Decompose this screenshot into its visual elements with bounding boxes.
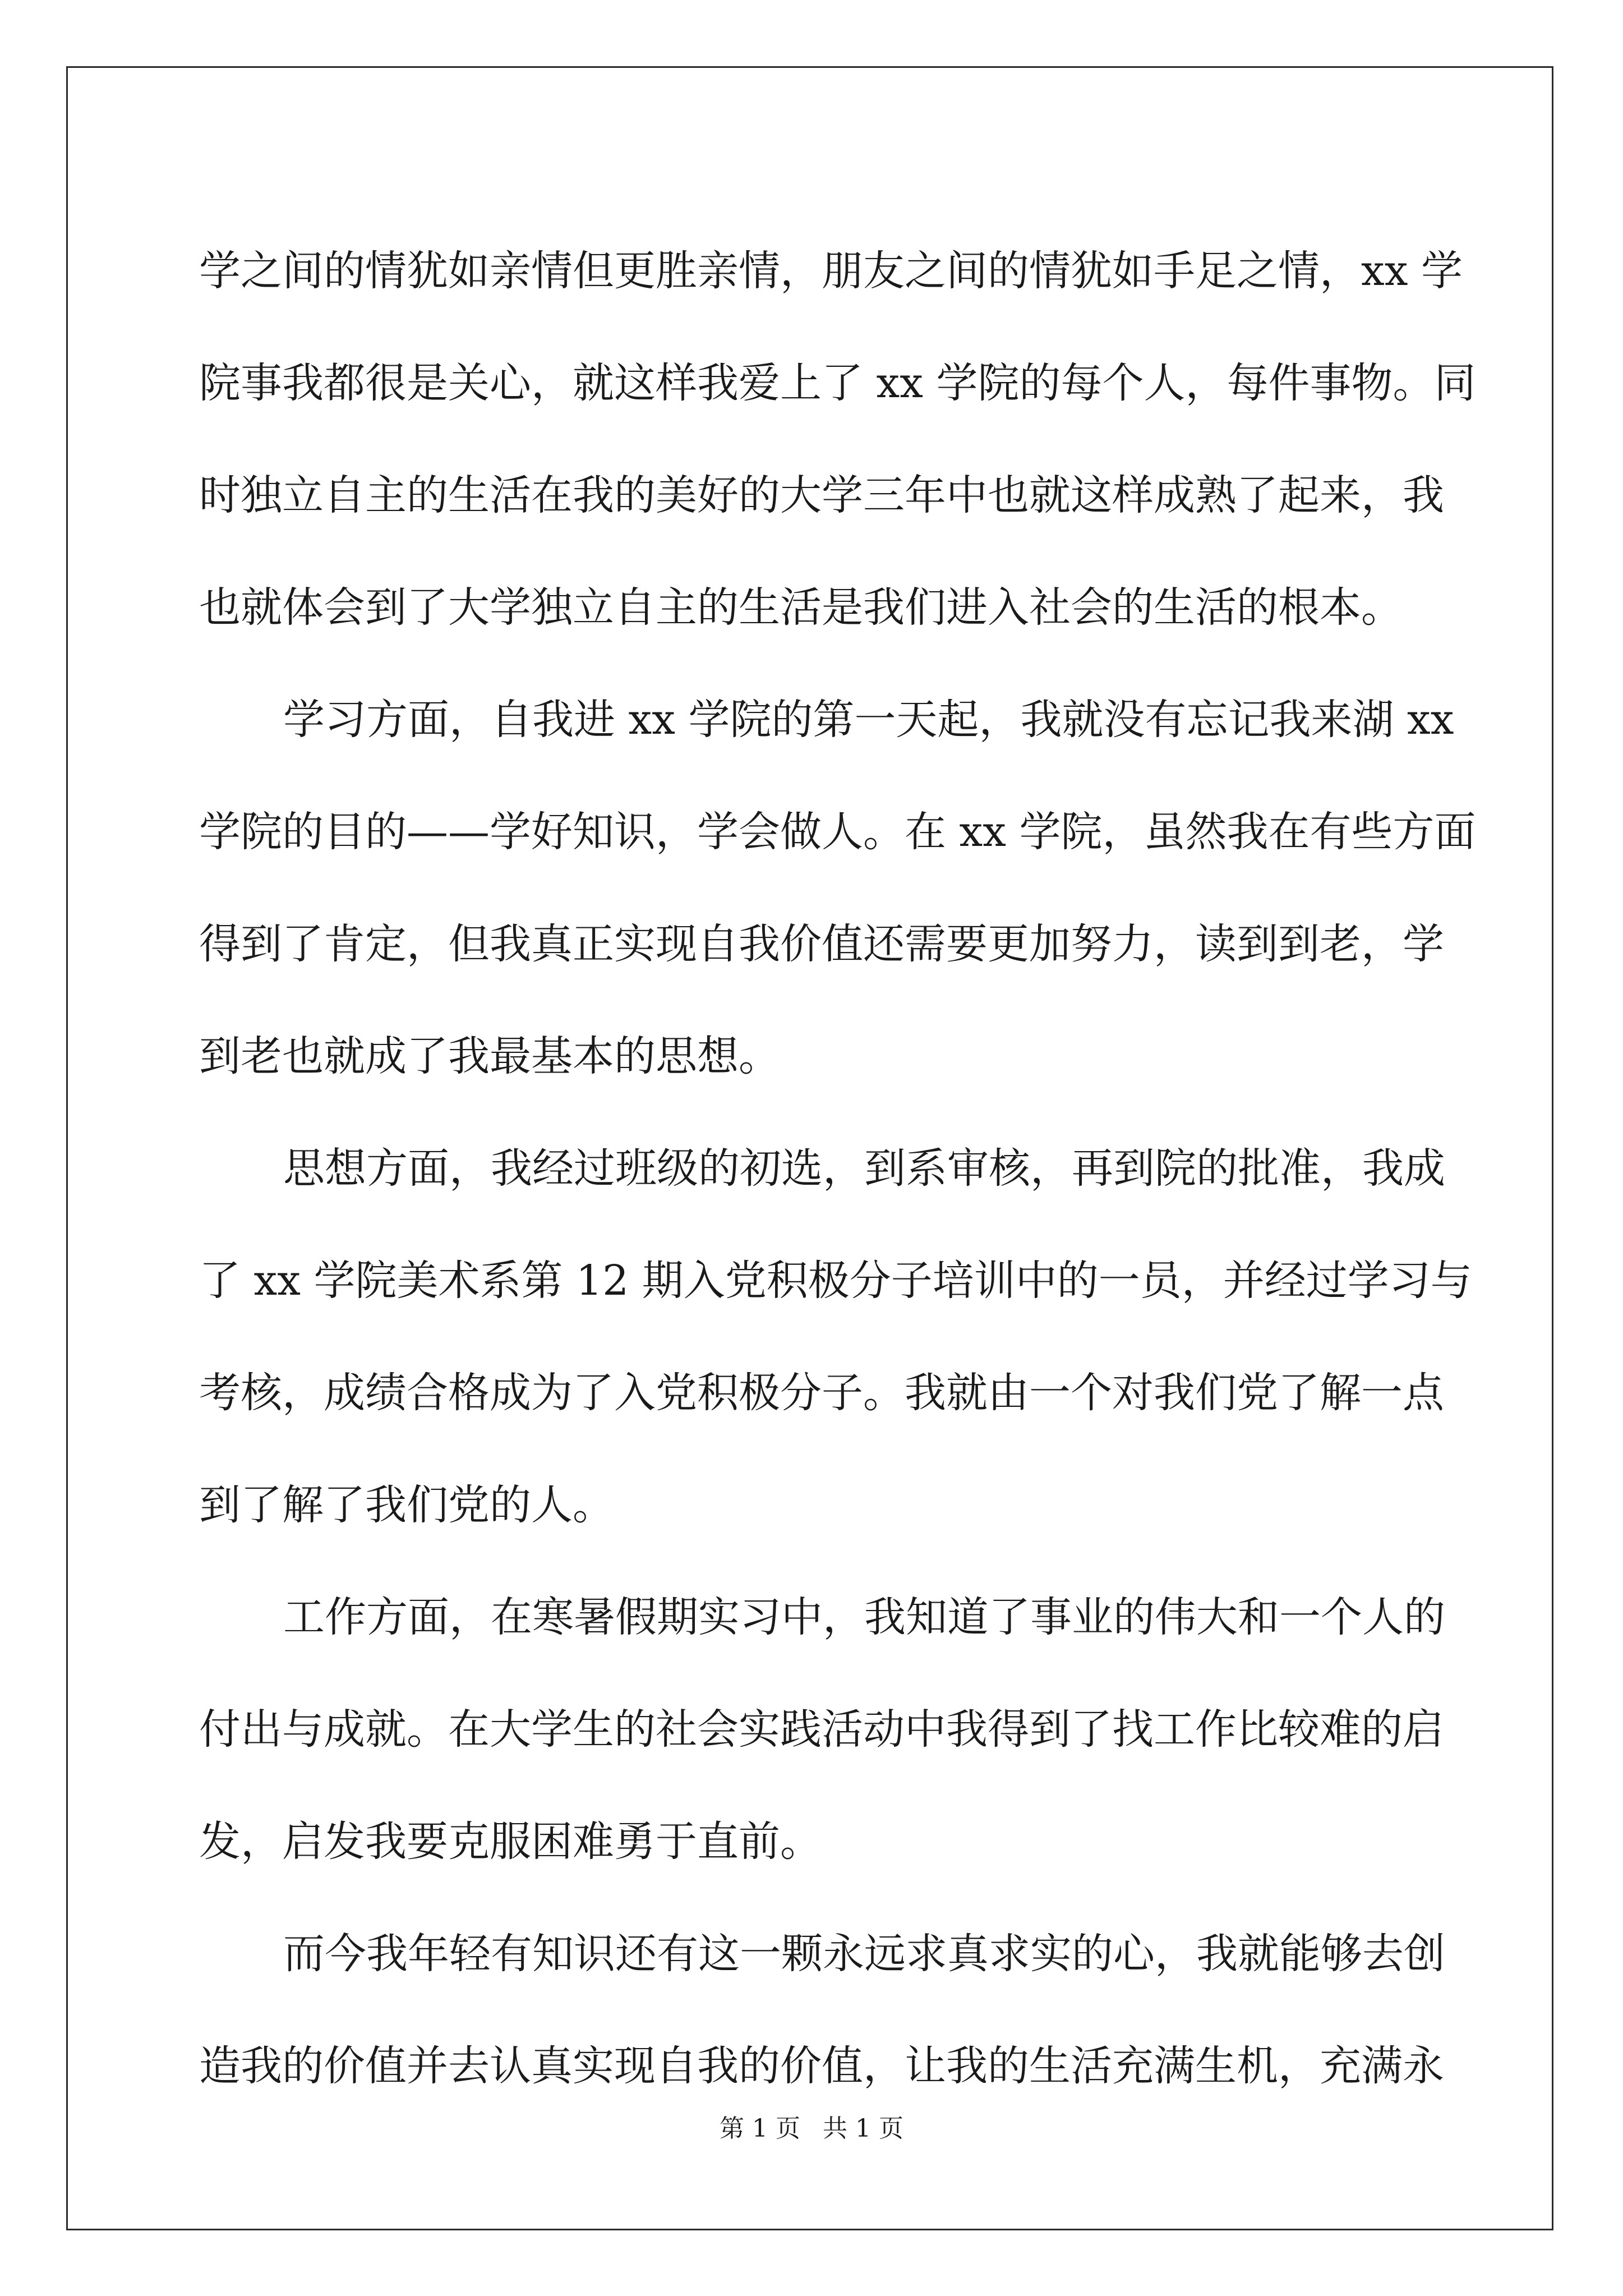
text-line: 发，启发我要克服困难勇于直前。 bbox=[199, 1818, 822, 1866]
paragraph-thought bbox=[199, 1112, 1472, 1561]
text-line: 付出与成就。在大学生的社会实践活动中我得到了找工作比较难的启 bbox=[199, 1705, 1444, 1754]
paragraph-work bbox=[199, 1561, 1445, 1898]
paragraph-1 bbox=[199, 215, 1476, 664]
text-line: 学院的目的——学好知识，学会做人。在 xx 学院，虽然我在有些方面 bbox=[199, 808, 1476, 856]
document-body bbox=[199, 215, 1476, 2122]
text-line: 工作方面，在寒暑假期实习中，我知道了事业的伟大和一个人的 bbox=[283, 1593, 1445, 1641]
text-line: 学习方面，自我进 xx 学院的第一天起，我就没有忘记我来湖 xx bbox=[283, 696, 1454, 744]
paragraph-conclusion bbox=[199, 1898, 1445, 2122]
page-total: 共 1 页 bbox=[823, 2114, 903, 2143]
text-line: 造我的价值并去认真实现自我的价值，让我的生活充满生机，充满永 bbox=[199, 2042, 1444, 2090]
text-line: 而今我年轻有知识还有这一颗永远求真求实的心，我就能够去创 bbox=[283, 1930, 1445, 1978]
text-line: 到了解了我们党的人。 bbox=[199, 1481, 614, 1529]
text-line: 思想方面，我经过班级的初选，到系审核，再到院的批准，我成 bbox=[283, 1144, 1445, 1193]
text-line: 得到了肯定，但我真正实现自我价值还需要更加努力，读到到老，学 bbox=[199, 920, 1444, 968]
text-line: 了 xx 学院美术系第 12 期入党积极分子培训中的一员，并经过学习与 bbox=[199, 1257, 1472, 1305]
paragraph-study bbox=[199, 664, 1476, 1112]
text-line: 院事我都很是关心，就这样我爱上了 xx 学院的每个人，每件事物。同 bbox=[199, 359, 1476, 407]
text-line: 考核，成绩合格成为了入党积极分子。我就由一个对我们党了解一点 bbox=[199, 1369, 1444, 1417]
text-line: 也就体会到了大学独立自主的生活是我们进入社会的生活的根本。 bbox=[199, 583, 1403, 632]
text-line: 学之间的情犹如亲情但更胜亲情，朋友之间的情犹如手足之情，xx 学 bbox=[199, 247, 1463, 295]
text-line: 到老也就成了我最基本的思想。 bbox=[199, 1032, 780, 1080]
text-line: 时独立自主的生活在我的美好的大学三年中也就这样成熟了起来，我 bbox=[199, 471, 1444, 519]
page-number: 第 1 页 bbox=[720, 2114, 800, 2143]
page-footer bbox=[0, 2112, 1623, 2146]
